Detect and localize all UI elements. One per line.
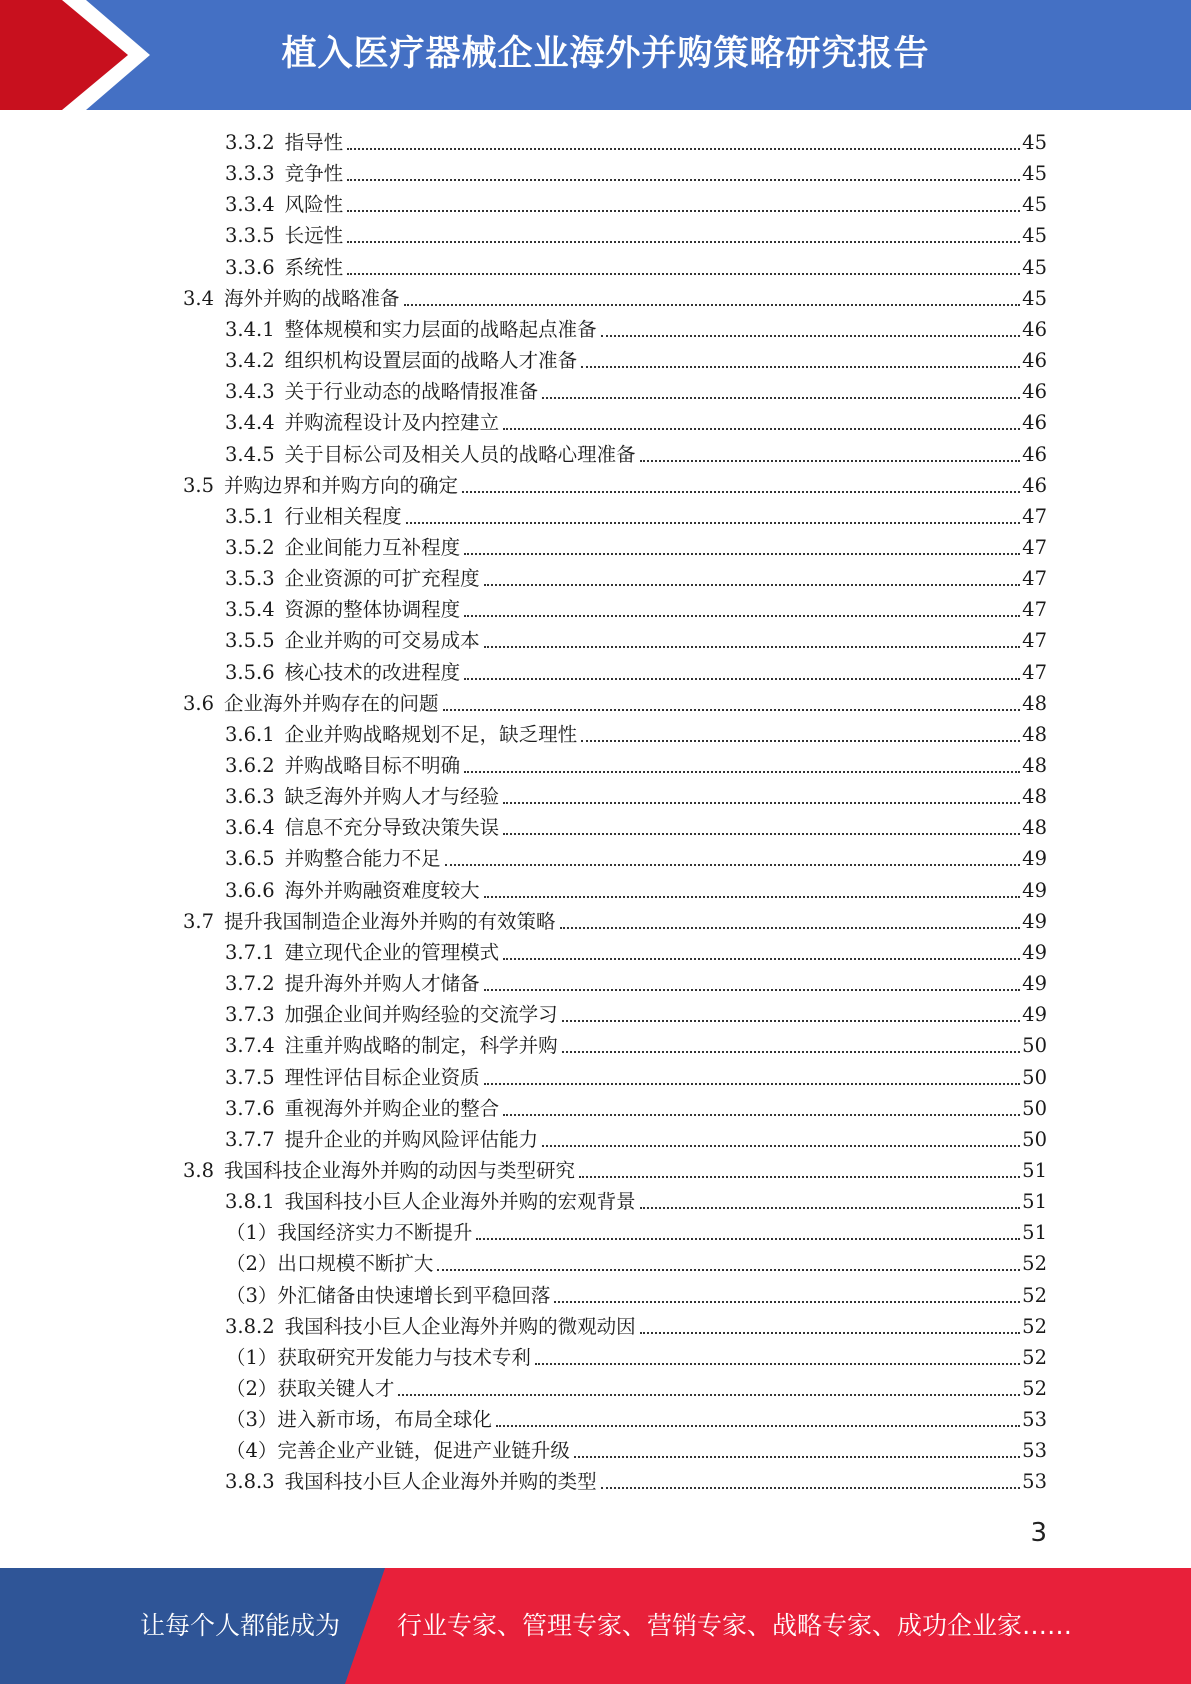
toc-dot-leader (496, 1404, 1020, 1435)
toc-dot-leader (542, 376, 1020, 407)
toc-entry[interactable] (225, 937, 1047, 968)
toc-entry-label (183, 688, 439, 719)
toc-entry-page: 49 (1022, 972, 1047, 996)
toc-entry-page: 47 (1022, 629, 1047, 653)
toc-entry-label (225, 1186, 636, 1217)
toc-dot-leader (404, 283, 1021, 314)
toc-entry[interactable] (225, 532, 1047, 563)
toc-entry-title: 行业相关程度 (284, 504, 402, 528)
toc-entry[interactable] (225, 781, 1047, 812)
toc-entry-page: 49 (1022, 847, 1047, 871)
toc-dot-leader (484, 875, 1021, 906)
toc-entry-title: 海外并购的战略准备 (224, 286, 400, 310)
toc-entry-label (225, 657, 460, 688)
toc-entry[interactable] (225, 345, 1047, 376)
toc-entry-label (225, 314, 597, 345)
toc-entry-page: 46 (1022, 442, 1047, 466)
toc-entry[interactable] (225, 875, 1047, 906)
toc-entry-title: 海外并购融资难度较大 (284, 878, 480, 902)
toc-entry-page: 46 (1022, 380, 1047, 404)
toc-entry-label (183, 906, 556, 937)
toc-entry[interactable] (225, 439, 1047, 470)
toc-entry-label (226, 1404, 492, 1435)
toc-entry-page: 45 (1022, 193, 1047, 217)
toc-entry-page: 46 (1022, 317, 1047, 341)
toc-entry-number: 3.6.4 (225, 816, 275, 840)
toc-entry-page: 51 (1022, 1158, 1047, 1182)
toc-dot-leader (579, 1155, 1020, 1186)
toc-entry[interactable] (225, 750, 1047, 781)
toc-entry-number: 3.8 (183, 1158, 215, 1182)
toc-entry-title: 我国经济实力不断提升 (277, 1221, 473, 1245)
toc-entry[interactable] (225, 999, 1047, 1030)
toc-entry[interactable] (225, 1186, 1047, 1217)
toc-dot-leader (484, 968, 1021, 999)
toc-entry-title: 企业海外并购存在的问题 (224, 691, 439, 715)
toc-dot-leader (464, 657, 1020, 688)
toc-dot-leader (347, 189, 1020, 220)
toc-dot-leader (554, 1280, 1020, 1311)
toc-entry-number: 3.6.6 (225, 878, 275, 902)
toc-entry-label (225, 999, 558, 1030)
toc-entry[interactable] (225, 594, 1047, 625)
toc-entry[interactable] (225, 407, 1047, 438)
toc-entry-number: 3.3.3 (225, 162, 275, 186)
toc-dot-leader (347, 252, 1020, 283)
toc-dot-leader (535, 1342, 1020, 1373)
toc-entry-label (225, 843, 441, 874)
toc-entry-number: 3.7 (183, 909, 215, 933)
toc-entry-page: 47 (1022, 567, 1047, 591)
toc-entry-title: 提升企业的并购风险评估能力 (284, 1127, 539, 1151)
page-number: 3 (1030, 1518, 1047, 1548)
toc-entry-page: 51 (1022, 1190, 1047, 1214)
toc-entry-number: （3） (226, 1408, 278, 1432)
toc-entry-title: 重视海外并购企业的整合 (284, 1096, 500, 1120)
toc-entry-label (225, 127, 343, 158)
toc-dot-leader (464, 594, 1020, 625)
toc-entry-label (226, 1217, 472, 1248)
toc-entry-title: 提升我国制造企业海外并购的有效策略 (224, 909, 556, 933)
toc-entry[interactable] (226, 1248, 1047, 1279)
toc-entry[interactable] (225, 625, 1047, 656)
toc-entry[interactable] (225, 127, 1047, 158)
toc-entry[interactable] (226, 1342, 1047, 1373)
toc-entry[interactable] (225, 189, 1047, 220)
toc-entry-title: 完善企业产业链，促进产业链升级 (277, 1439, 570, 1463)
toc-entry-page: 49 (1022, 878, 1047, 902)
toc-entry-label (225, 1311, 636, 1342)
toc-entry-page: 45 (1022, 286, 1047, 310)
toc-dot-leader (560, 906, 1021, 937)
toc-entry-number: （1） (226, 1221, 278, 1245)
toc-entry-number: 3.6 (183, 691, 215, 715)
toc-entry-page: 48 (1022, 816, 1047, 840)
toc-dot-leader (398, 1373, 1020, 1404)
toc-entry-title: 企业资源的可扩充程度 (284, 567, 480, 591)
toc-entry-label (225, 345, 577, 376)
toc-entry-number: 3.7.6 (225, 1096, 275, 1120)
toc-entry-title: 风险性 (284, 193, 344, 217)
toc-entry-title: 我国科技小巨人企业海外并购的类型 (284, 1470, 597, 1494)
toc-entry[interactable] (226, 1404, 1047, 1435)
toc-entry-title: 建立现代企业的管理模式 (284, 940, 500, 964)
toc-entry[interactable] (225, 252, 1047, 283)
toc-entry-number: （1） (226, 1345, 278, 1369)
toc-entry-label (226, 1280, 550, 1311)
toc-dot-leader (503, 1093, 1020, 1124)
toc-entry-title: 资源的整体协调程度 (284, 598, 461, 622)
toc-entry-label (225, 875, 480, 906)
toc-entry[interactable] (225, 657, 1047, 688)
toc-entry-title: 竞争性 (284, 162, 344, 186)
toc-entry-label (225, 625, 480, 656)
toc-entry[interactable] (183, 1155, 1047, 1186)
toc-dot-leader (476, 1217, 1020, 1248)
toc-entry-title: 注重并购战略的制定，科学并购 (284, 1034, 558, 1058)
toc-entry-number: 3.5.4 (225, 598, 275, 622)
toc-entry-title: 出口规模不断扩大 (277, 1252, 434, 1276)
toc-entry-title: 信息不充分导致决策失误 (284, 816, 500, 840)
toc-entry-number: 3.4 (183, 286, 215, 310)
toc-entry-number: 3.7.7 (225, 1127, 275, 1151)
toc-dot-leader (443, 688, 1021, 719)
toc-entry-label (183, 283, 400, 314)
toc-dot-leader (574, 1435, 1020, 1466)
toc-entry-page: 47 (1022, 660, 1047, 684)
toc-entry-label (225, 532, 460, 563)
toc-entry-title: 获取研究开发能力与技术专利 (277, 1345, 531, 1369)
toc-entry[interactable] (225, 158, 1047, 189)
toc-entry-number: 3.6.3 (225, 785, 275, 809)
toc-entry-number: 3.4.3 (225, 380, 275, 404)
toc-entry-page: 51 (1022, 1221, 1047, 1245)
toc-entry-number: 3.5.5 (225, 629, 275, 653)
toc-entry-page: 48 (1022, 785, 1047, 809)
toc-entry-number: 3.7.5 (225, 1065, 275, 1089)
toc-dot-leader (503, 407, 1020, 438)
toc-entry-number: （4） (226, 1439, 278, 1463)
toc-entry-number: 3.5 (183, 473, 215, 497)
toc-dot-leader (347, 127, 1020, 158)
toc-entry-page: 48 (1022, 722, 1047, 746)
toc-entry-number: 3.5.3 (225, 567, 275, 591)
toc-entry-page: 52 (1022, 1345, 1047, 1369)
toc-entry-page: 48 (1022, 691, 1047, 715)
toc-dot-leader (406, 501, 1021, 532)
toc-entry-title: 并购边界和并购方向的确定 (224, 473, 459, 497)
toc-entry-label (225, 1466, 597, 1497)
toc-entry-page: 52 (1022, 1377, 1047, 1400)
toc-entry-label (225, 750, 460, 781)
toc-entry-label (225, 189, 343, 220)
toc-entry-label (225, 937, 499, 968)
toc-entry-title: 理性评估目标企业资质 (284, 1065, 480, 1089)
toc-entry-number: 3.8.3 (225, 1470, 275, 1494)
toc-dot-leader (581, 345, 1020, 376)
toc-dot-leader (445, 843, 1021, 874)
toc-entry-page: 46 (1022, 411, 1047, 435)
toc-entry-title: 企业间能力互补程度 (284, 535, 461, 559)
toc-entry[interactable] (225, 314, 1047, 345)
toc-entry-label (225, 1062, 480, 1093)
toc-entry-title: 指导性 (284, 131, 344, 154)
toc-entry-page: 53 (1022, 1408, 1047, 1432)
page-footer (0, 1568, 1191, 1684)
toc-entry-page: 49 (1022, 909, 1047, 933)
toc-entry-page: 47 (1022, 598, 1047, 622)
footer-slogan: 让每个人都能成为 (140, 1611, 341, 1640)
toc-entry-label (226, 1248, 433, 1279)
toc-entry-number: 3.7.1 (225, 940, 275, 964)
toc-entry[interactable] (183, 470, 1047, 501)
toc-entry-label (226, 1342, 531, 1373)
toc-entry-number: 3.3.6 (225, 255, 275, 279)
toc-dot-leader (503, 781, 1020, 812)
toc-entry-page: 53 (1022, 1470, 1047, 1494)
footer-roles: 行业专家、管理专家、营销专家、战略专家、成功企业家…… (397, 1611, 1073, 1640)
toc-entry-number: 3.4.4 (225, 411, 275, 435)
toc-entry-page: 50 (1022, 1065, 1047, 1089)
toc-entry-title: 并购整合能力不足 (284, 847, 441, 871)
toc-dot-leader (601, 314, 1021, 345)
report-title: 植入医疗器械企业海外并购策略研究报告 (281, 34, 930, 74)
toc-entry-label (225, 968, 480, 999)
toc-entry-label (225, 594, 460, 625)
toc-entry[interactable] (225, 843, 1047, 874)
toc-entry-label (225, 812, 499, 843)
toc-dot-leader (484, 625, 1021, 656)
toc-entry[interactable] (226, 1373, 1047, 1404)
toc-entry[interactable] (225, 1030, 1047, 1061)
toc-entry-title: 长远性 (284, 224, 344, 248)
toc-dot-leader (640, 1311, 1021, 1342)
toc-entry-label (225, 719, 577, 750)
toc-entry-title: 我国科技小巨人企业海外并购的微观动因 (284, 1314, 636, 1338)
toc-entry[interactable] (183, 283, 1047, 314)
toc-entry-title: 整体规模和实力层面的战略起点准备 (284, 317, 597, 341)
toc-entry-page: 52 (1022, 1314, 1047, 1338)
toc-dot-leader (601, 1466, 1021, 1497)
toc-entry-title: 关于行业动态的战略情报准备 (284, 380, 539, 404)
toc-entry-number: 3.3.5 (225, 224, 275, 248)
toc-dot-leader (484, 563, 1021, 594)
toc-entry-page: 45 (1022, 255, 1047, 279)
toc-entry-page: 53 (1022, 1439, 1047, 1463)
toc-entry-number: 3.4.5 (225, 442, 275, 466)
toc-entry-label (225, 1093, 499, 1124)
toc-dot-leader (503, 812, 1020, 843)
toc-dot-leader (462, 470, 1020, 501)
toc-entry[interactable] (225, 1466, 1047, 1497)
toc-entry-title: 核心技术的改进程度 (284, 660, 461, 684)
toc-entry-number: 3.5.1 (225, 504, 275, 528)
toc-entry[interactable] (226, 1217, 1047, 1248)
toc-entry-number: 3.3.4 (225, 193, 275, 217)
toc-entry[interactable] (183, 688, 1047, 719)
toc-entry-title: 企业并购战略规划不足，缺乏理性 (284, 722, 578, 746)
toc-dot-leader (464, 532, 1020, 563)
toc-entry[interactable] (225, 376, 1047, 407)
toc-entry-label (225, 252, 343, 283)
toc-entry-label (183, 1155, 575, 1186)
toc-entry-title: 进入新市场，布局全球化 (277, 1408, 492, 1432)
toc-entry-page: 50 (1022, 1127, 1047, 1151)
toc-entry-page: 47 (1022, 504, 1047, 528)
toc-entry-page: 45 (1022, 162, 1047, 186)
toc-entry-number: 3.3.2 (225, 131, 275, 154)
toc-dot-leader (562, 1030, 1021, 1061)
toc-dot-leader (347, 158, 1020, 189)
toc-entry[interactable] (225, 1311, 1047, 1342)
toc-entry-number: （2） (226, 1252, 278, 1276)
toc-entry-number: 3.5.2 (225, 535, 275, 559)
toc-entry[interactable] (226, 1435, 1047, 1466)
toc-dot-leader (562, 999, 1021, 1030)
toc-entry-label (225, 439, 636, 470)
toc-entry-number: 3.6.5 (225, 847, 275, 871)
toc-entry[interactable] (225, 1093, 1047, 1124)
toc-entry-title: 系统性 (284, 255, 344, 279)
toc-entry-page: 46 (1022, 473, 1047, 497)
toc-dot-leader (484, 1062, 1021, 1093)
toc-entry-page: 45 (1022, 131, 1047, 154)
toc-entry-page: 49 (1022, 1003, 1047, 1027)
toc-entry-number: 3.5.6 (225, 660, 275, 684)
toc-entry-label (225, 407, 499, 438)
toc-dot-leader (347, 220, 1020, 251)
toc-entry-title: 提升海外并购人才储备 (284, 972, 480, 996)
toc-entry-number: （2） (226, 1377, 278, 1400)
toc-entry-page: 52 (1022, 1252, 1047, 1276)
toc-entry-page: 46 (1022, 349, 1047, 373)
toc-dot-leader (640, 1186, 1021, 1217)
toc-entry-number: 3.7.4 (225, 1034, 275, 1058)
toc-entry-label (183, 470, 458, 501)
toc-entry-number: （3） (226, 1283, 278, 1307)
toc-dot-leader (581, 719, 1020, 750)
toc-entry-number: 3.4.2 (225, 349, 275, 373)
toc-entry-number: 3.8.2 (225, 1314, 275, 1338)
toc-entry-page: 45 (1022, 224, 1047, 248)
toc-entry[interactable] (225, 1062, 1047, 1093)
toc-entry[interactable] (225, 220, 1047, 251)
toc-entry-label (225, 1124, 538, 1155)
toc-entry-label (225, 563, 480, 594)
toc-entry-page: 47 (1022, 535, 1047, 559)
toc-entry-page: 50 (1022, 1034, 1047, 1058)
toc-entry-title: 并购战略目标不明确 (284, 754, 461, 777)
toc-entry-title: 外汇储备由快速增长到平稳回落 (277, 1283, 551, 1307)
toc-entry-title: 缺乏海外并购人才与经验 (284, 785, 500, 809)
toc-entry-title: 企业并购的可交易成本 (284, 629, 480, 653)
toc-entry[interactable] (225, 1124, 1047, 1155)
toc-entry-page: 48 (1022, 754, 1047, 777)
toc-entry[interactable] (225, 719, 1047, 750)
toc-entry-label (225, 1030, 558, 1061)
toc-entry-number: 3.8.1 (225, 1190, 275, 1214)
toc-dot-leader (464, 750, 1020, 781)
toc-dot-leader (503, 937, 1020, 968)
toc-entry-page: 52 (1022, 1283, 1047, 1307)
toc-entry[interactable] (225, 563, 1047, 594)
toc-entry-title: 获取关键人才 (277, 1377, 395, 1400)
toc-dot-leader (437, 1248, 1020, 1279)
page-header (0, 0, 1191, 110)
toc-entry-title: 关于目标公司及相关人员的战略心理准备 (284, 442, 636, 466)
toc-entry-label (225, 501, 402, 532)
toc-entry-page: 50 (1022, 1096, 1047, 1120)
toc-entry-number: 3.7.2 (225, 972, 275, 996)
toc-entry-number: 3.6.2 (225, 754, 275, 777)
toc-entry-label (225, 158, 343, 189)
toc-entry-page: 49 (1022, 940, 1047, 964)
toc-entry-number: 3.6.1 (225, 722, 275, 746)
toc-entry-label (225, 781, 499, 812)
toc-entry-title: 并购流程设计及内控建立 (284, 411, 500, 435)
toc-entry[interactable] (226, 1280, 1047, 1311)
toc-entry-number: 3.7.3 (225, 1003, 275, 1027)
toc-dot-leader (640, 439, 1021, 470)
toc-dot-leader (542, 1124, 1020, 1155)
toc-entry[interactable] (225, 812, 1047, 843)
toc-entry-title: 我国科技小巨人企业海外并购的宏观背景 (284, 1190, 636, 1214)
toc-entry-title: 我国科技企业海外并购的动因与类型研究 (224, 1158, 576, 1182)
toc-entry-title: 加强企业间并购经验的交流学习 (284, 1003, 558, 1027)
toc-entry-title: 组织机构设置层面的战略人才准备 (284, 349, 578, 373)
toc-entry[interactable] (183, 906, 1047, 937)
toc-entry-label (225, 376, 538, 407)
toc-entry-label (226, 1373, 394, 1404)
toc-entry[interactable] (225, 968, 1047, 999)
toc-entry-label (225, 220, 343, 251)
toc-entry-number: 3.4.1 (225, 317, 275, 341)
toc-entry-label (226, 1435, 570, 1466)
toc-entry[interactable] (225, 501, 1047, 532)
